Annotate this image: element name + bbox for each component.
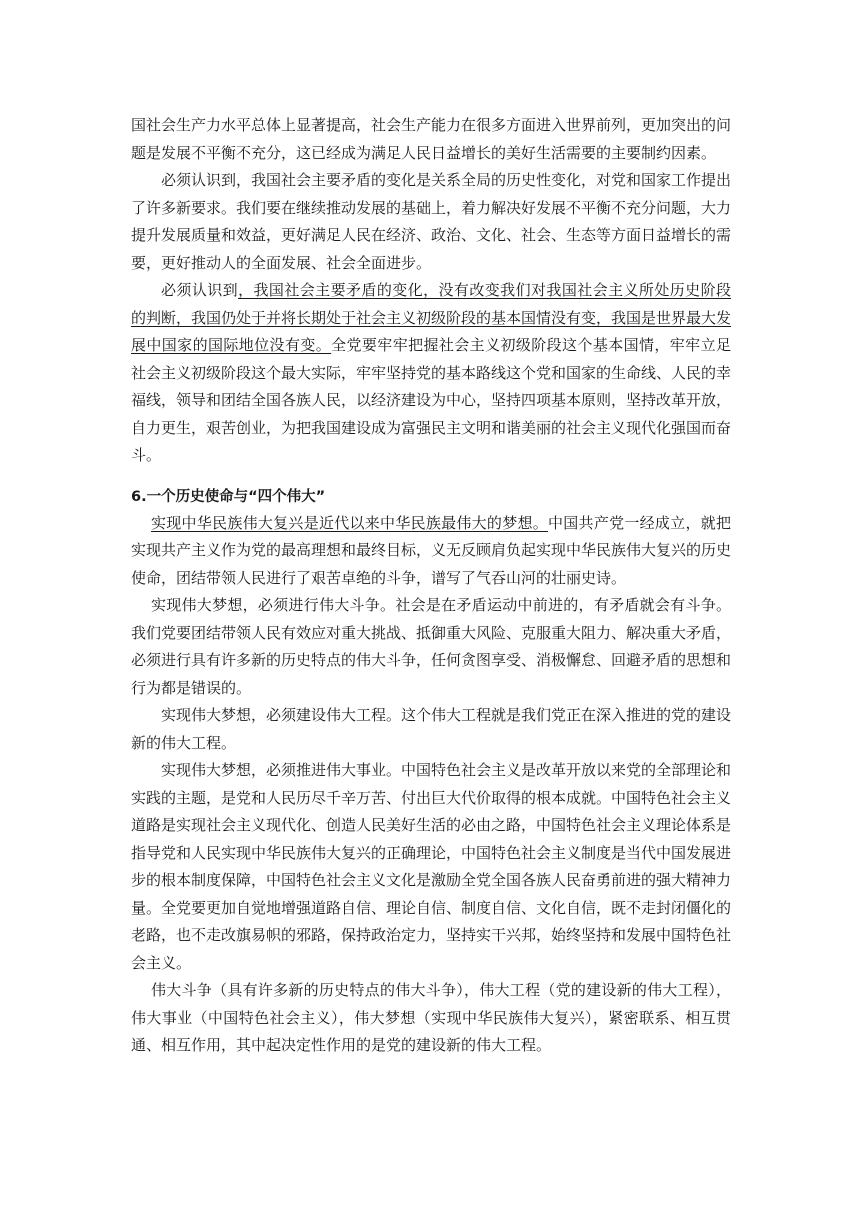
document-body	[131, 112, 731, 1060]
paragraph-contradiction-change: 必须认识到，我国社会主要矛盾的变化是关系全局的历史性变化，对党和国家工作提出了许多新要求。我们要在继续推动发展的基础上，着力解决好发展不平衡不充分问题，大力提升发展质量和效益，更好满足人民在经济、政治、文化、社会、生态等方面日益增长的需要，更好推动人的全面发展、社会全面进步。	[131, 171, 732, 272]
paragraph-body-text: 全党要牢牢把握社会主义初级阶段这个基本国情，牢牢立足社会主义初级阶段这个最大实际，牢牢坚持党的基本路线这个党和国家的生命线、人民的幸福线，领导和团结全国各族人民，以经济建设为中心，坚持四项基本原则，坚持改革开放，自力更生，艰苦创业，为把我国建设成为富强民主文明和谐美丽的社会主义现代化强国而奋斗。	[131, 336, 732, 464]
underlined-key-sentence: 实现中华民族伟大复兴是近代以来中华民族最伟大的梦想。	[151, 513, 549, 532]
paragraph-lead-text: 必须认识到	[161, 281, 239, 299]
section-heading: 6.一个历史使命与“四个伟大”	[131, 488, 326, 505]
paragraph-continuation: 国社会生产力水平总体上显著提高，社会生产能力在很多方面进入世界前列，更加突出的问题是发展不平衡不充分，这已经成为满足人民日益增长的美好生活需要的主要制约因素。	[131, 116, 732, 162]
paragraph-great-struggle: 实现伟大梦想，必须进行伟大斗争。社会是在矛盾运动中前进的，有矛盾就会有斗争。我们党要团结带领人民有效应对重大挑战、抵御重大风险、克服重大阻力、解决重大矛盾，必须进行具有许多新的历史特点的伟大斗争，任何贪图享受、消极懈怠、回避矛盾的思想和行为都是错误的。	[131, 596, 732, 697]
paragraph-great-cause: 实现伟大梦想，必须推进伟大事业。中国特色社会主义是改革开放以来党的全部理论和实践的主题，是党和人民历尽千辛万苦、付出巨大代价取得的根本成就。中国特色社会主义道路是实现社会主义现代化、创造人民美好生活的必由之路，中国特色社会主义理论体系是指导党和人民实现中华民族伟大复兴的正确理论，中国特色社会主义制度是当代中国发展进步的根本制度保障，中国特色社会主义文化是激励全党全国各族人民奋勇前进的强大精神力量。全党要更加自觉地增强道路自信、理论自信、制度自信、文化自信，既不走封闭僵化的老路，也不走改旗易帜的邪路，保持政治定力，坚持实干兴邦，始终坚持和发展中国特色社会主义。	[131, 761, 732, 972]
paragraph-primary-stage	[131, 277, 731, 470]
paragraph-great-project: 实现伟大梦想，必须建设伟大工程。这个伟大工程就是我们党正在深入推进的党的建设新的伟大工程。	[131, 706, 732, 752]
underlined-key-sentence: ，我国社会主要矛盾的变化，没有改变我们对我国社会主义所处历史阶段的判断，我国仍处于并将长期处于社会主义初级阶段的基本国情没有变，我国是世界最大发展中国家的国际地位没有变。	[131, 281, 732, 354]
paragraph-four-greats-summary: 伟大斗争（具有许多新的历史特点的伟大斗争），伟大工程（党的建设新的伟大工程），伟大事业（中国特色社会主义），伟大梦想（实现中华民族伟大复兴），紧密联系、相互贯通、相互作用，其中起决定性作用的是党的建设新的伟大工程。	[131, 981, 731, 1054]
paragraph-body-text: 中国共产党一经成立，就把实现共产主义作为党的最高理想和最终目标，义无反顾肩负起实现中华民族伟大复兴的历史使命，团结带领人民进行了艰苦卓绝的斗争，谱写了气吞山河的壮丽史诗。	[131, 513, 732, 587]
paragraph-great-dream	[131, 510, 731, 593]
